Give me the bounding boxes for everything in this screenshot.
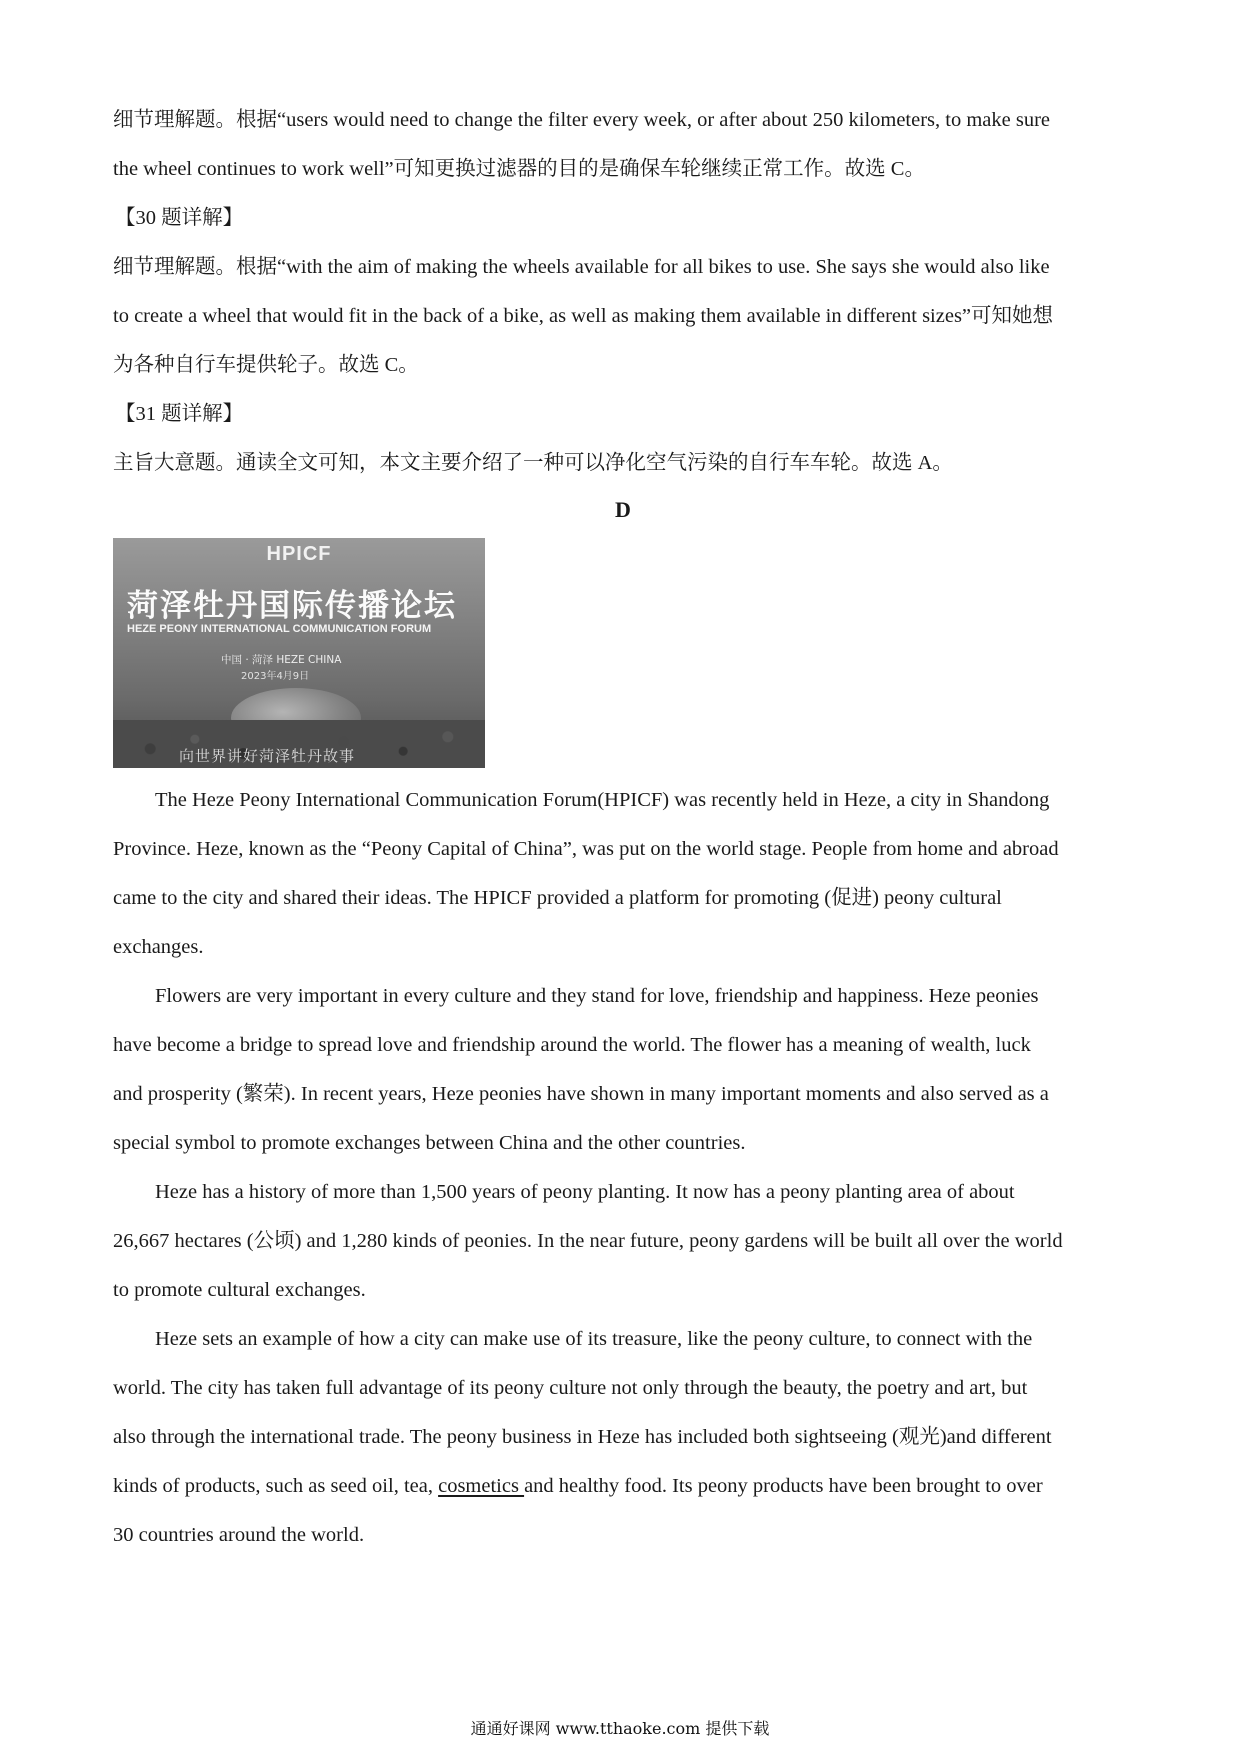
- forum-photo: [113, 538, 485, 768]
- photo-slogan: 向世界讲好菏泽牡丹故事: [179, 747, 356, 765]
- photo-english-title: HEZE PEONY INTERNATIONAL COMMUNICATION FORUM: [127, 623, 432, 635]
- passage-paragraph-4: [113, 1315, 1133, 1560]
- paragraph-line: Heze sets an example of how a city can make use of its treasure, like the peony culture, to connect with the: [155, 1328, 1033, 1350]
- paragraph-line: Province. Heze, known as the “Peony Capital of China”, was put on the world stage. People from home and abroad: [113, 838, 1059, 860]
- paragraph-line: world. The city has taken full advantage of its peony culture not only through the beauty, the poetry and art, but: [113, 1377, 1028, 1399]
- passage-paragraph-3: [113, 1168, 1133, 1315]
- paragraph-line: 26,667 hectares (公顷) and 1,280 kinds of peonies. In the near future, peony gardens will be built all over the world: [113, 1230, 1063, 1252]
- paragraph-text: and healthy food. Its peony products have been brought to over: [524, 1475, 1043, 1497]
- page-content: [113, 96, 1133, 1560]
- paragraph-line: [113, 1462, 1133, 1511]
- section-title: D: [615, 497, 631, 522]
- photo-chinese-title: 菏泽牡丹国际传播论坛: [127, 588, 457, 624]
- q31-header: 【31 题详解】: [115, 403, 244, 425]
- paragraph-line: special symbol to promote exchanges between China and the other countries.: [113, 1132, 746, 1154]
- underlined-word-cosmetics: cosmetics: [438, 1475, 525, 1497]
- q30-explanation-line-1: 细节理解题。根据“with the aim of making the wheels available for all bikes to use. She says she would also like: [113, 256, 1050, 278]
- photo-logo: HPICF: [266, 543, 332, 565]
- paragraph-line: exchanges.: [113, 936, 204, 958]
- passage-paragraph-2: [113, 972, 1133, 1168]
- q29-explanation-line-1: 细节理解题。根据“users would need to change the filter every week, or after about 250 kilometers, to make sure: [113, 109, 1051, 131]
- photo-date: 2023年4月9日: [241, 671, 310, 682]
- paragraph-line: also through the international trade. The peony business in Heze has included both sightseeing (观光)and different: [113, 1426, 1052, 1448]
- paragraph-line: The Heze Peony International Communication Forum(HPICF) was recently held in Heze, a city in Shandong: [155, 789, 1050, 811]
- paragraph-line: and prosperity (繁荣). In recent years, Heze peonies have shown in many important moments and also served as a: [113, 1083, 1049, 1105]
- paragraph-line: came to the city and shared their ideas. The HPICF provided a platform for promoting (促进) peony cultural: [113, 887, 1002, 909]
- q29-explanation-line-2: the wheel continues to work well”可知更换过滤器的目的是确保车轮继续正常工作。故选 C。: [113, 158, 925, 180]
- paragraph-line: have become a bridge to spread love and friendship around the world. The flower has a meaning of wealth, luck: [113, 1034, 1031, 1056]
- paragraph-text: kinds of products, such as seed oil, tea,: [113, 1475, 439, 1497]
- paragraph-line: Heze has a history of more than 1,500 years of peony planting. It now has a peony planting area of about: [155, 1181, 1015, 1203]
- paragraph-line: 30 countries around the world.: [113, 1524, 365, 1546]
- paragraph-line: Flowers are very important in every culture and they stand for love, friendship and happiness. Heze peonies: [155, 985, 1039, 1007]
- q30-explanation-line-2: to create a wheel that would fit in the back of a bike, as well as making them available in different sizes”可知她想: [113, 305, 1054, 327]
- q30-explanation-line-3: 为各种自行车提供轮子。故选 C。: [113, 354, 419, 376]
- page-footer: 通通好课网 www.tthaoke.com 提供下载: [470, 1719, 770, 1738]
- q31-explanation-line-1: 主旨大意题。通读全文可知，本文主要介绍了一种可以净化空气污染的自行车车轮。故选 A。: [113, 452, 953, 474]
- photo-place: 中国 · 菏泽 HEZE CHINA: [221, 654, 342, 666]
- paragraph-line: to promote cultural exchanges.: [113, 1279, 366, 1301]
- q30-header: 【30 题详解】: [115, 207, 244, 229]
- passage-paragraph-1: [113, 776, 1133, 972]
